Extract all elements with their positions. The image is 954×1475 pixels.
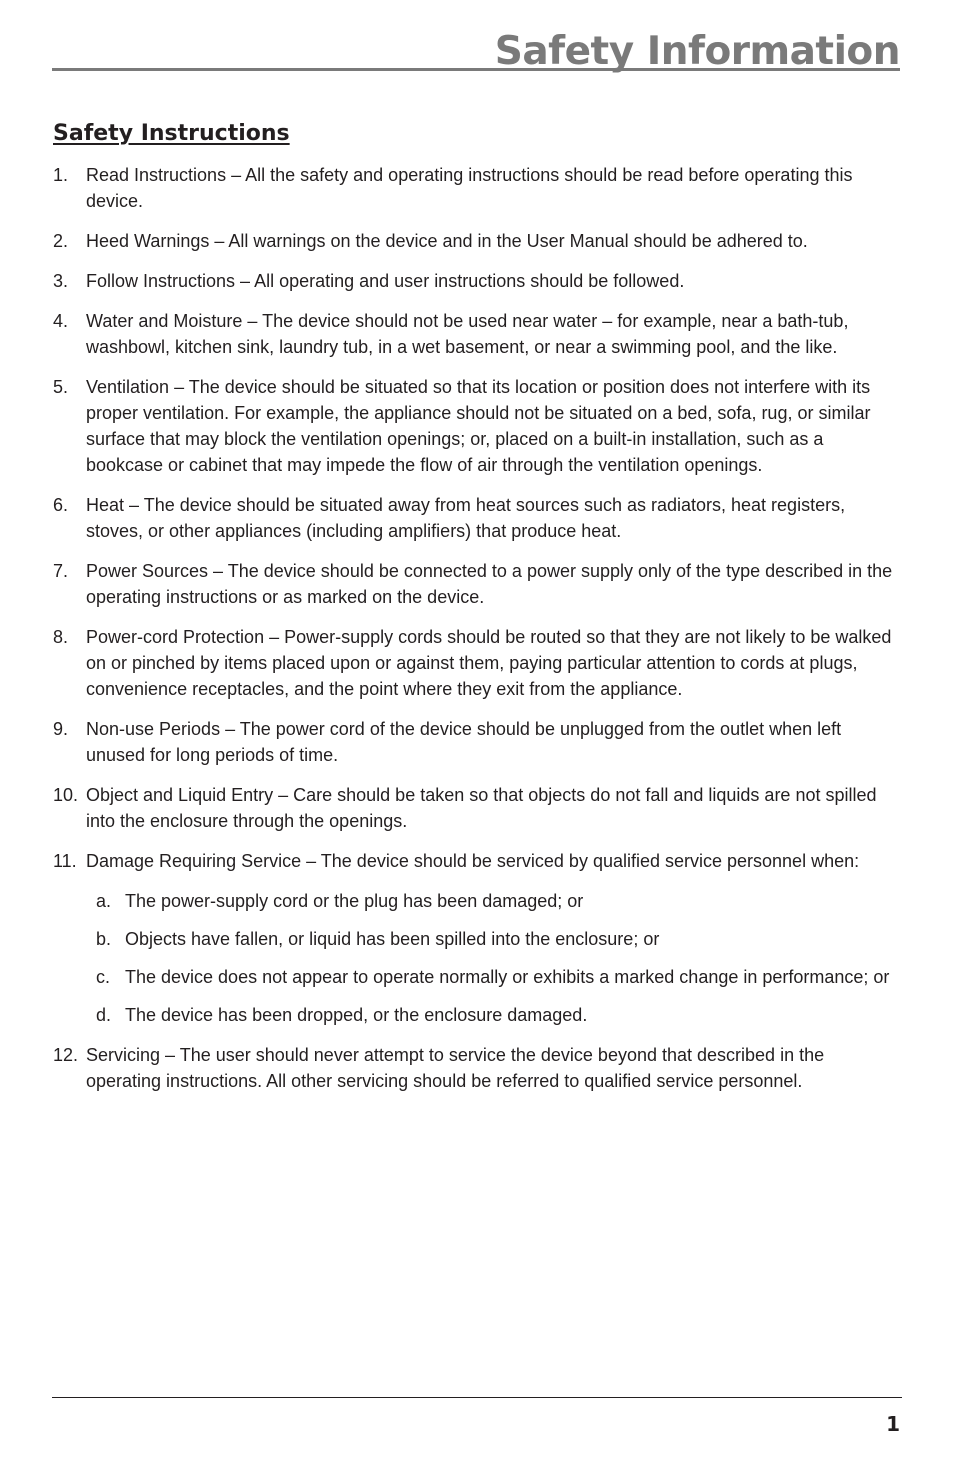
instruction-text: Power-cord Protection – Power-supply cords should be routed so that they are not likely to be walked on or pinched by items placed upon or against them, paying particular attention to cords at plugs, convenience receptacles, and the point where they exit from the appliance. — [86, 627, 892, 699]
page-header — [52, 22, 900, 74]
instruction-item — [53, 374, 898, 478]
instruction-number: 5. — [53, 377, 69, 397]
subitem-letter: d. — [96, 1005, 112, 1025]
section-title: Safety Instructions — [53, 121, 290, 146]
instruction-text: Ventilation – The device should be situated so that its location or position does not interfere with its proper ventilation. For example, the appliance should not be situated on a bed, sofa, rug, or similar surface that may block the ventilation openings; or, placed on a built-in installation, such as a bookcase or cabinet that may impede the flow of air through the ventilation openings. — [86, 377, 871, 475]
page-title: Safety Information — [494, 29, 900, 74]
instruction-sublist — [86, 888, 898, 1028]
instruction-number: 1. — [53, 165, 69, 185]
instruction-number: 4. — [53, 311, 69, 331]
instruction-item — [53, 492, 898, 544]
instruction-item — [53, 848, 898, 1028]
instruction-number: 9. — [53, 719, 69, 739]
instruction-list — [53, 162, 898, 1094]
instruction-number: 10. — [53, 785, 79, 805]
instruction-text: Heed Warnings – All warnings on the device and in the User Manual should be adhered to. — [86, 231, 808, 251]
instruction-number: 11. — [53, 851, 77, 871]
instruction-number: 2. — [53, 231, 69, 251]
instruction-item — [53, 162, 898, 214]
subitem-text: The power-supply cord or the plug has been damaged; or — [125, 891, 584, 911]
instruction-item — [53, 308, 898, 360]
instruction-text: Follow Instructions – All operating and user instructions should be followed. — [86, 271, 685, 291]
instruction-item — [53, 228, 898, 254]
safety-instructions-body — [53, 162, 898, 1108]
subitem-letter: c. — [96, 967, 111, 987]
instruction-subitem — [86, 888, 898, 914]
page-number: 1 — [886, 1412, 900, 1436]
instruction-text: Object and Liquid Entry – Care should be taken so that objects do not fall and liquids are not spilled into the enclosure through the openings. — [86, 785, 877, 831]
instruction-number: 12. — [53, 1045, 79, 1065]
subitem-text: The device does not appear to operate normally or exhibits a marked change in performance; or — [125, 967, 890, 987]
instruction-subitem — [86, 964, 898, 990]
footer-divider — [52, 1397, 902, 1398]
instruction-subitem — [86, 926, 898, 952]
instruction-text: Heat – The device should be situated away from heat sources such as radiators, heat registers, stoves, or other appliances (including amplifiers) that produce heat. — [86, 495, 846, 541]
instruction-number: 7. — [53, 561, 69, 581]
instruction-text: Servicing – The user should never attempt to service the device beyond that described in the operating instructions. All other servicing should be referred to qualified service personnel. — [86, 1045, 825, 1091]
instruction-item — [53, 1042, 898, 1094]
instruction-text: Water and Moisture – The device should not be used near water – for example, near a bath-tub, washbowl, kitchen sink, laundry tub, in a wet basement, or near a swimming pool, and the like. — [86, 311, 849, 357]
instruction-subitem — [86, 1002, 898, 1028]
subitem-text: The device has been dropped, or the enclosure damaged. — [125, 1005, 588, 1025]
instruction-number: 8. — [53, 627, 69, 647]
subitem-letter: a. — [96, 891, 112, 911]
instruction-item — [53, 268, 898, 294]
instruction-item — [53, 716, 898, 768]
instruction-text: Read Instructions – All the safety and operating instructions should be read before operating this device. — [86, 165, 853, 211]
instruction-item — [53, 624, 898, 702]
subitem-letter: b. — [96, 929, 112, 949]
instruction-number: 6. — [53, 495, 69, 515]
instruction-text: Non-use Periods – The power cord of the device should be unplugged from the outlet when left unused for long periods of time. — [86, 719, 842, 765]
subitem-text: Objects have fallen, or liquid has been spilled into the enclosure; or — [125, 929, 660, 949]
instruction-text: Damage Requiring Service – The device should be serviced by qualified service personnel when: — [86, 851, 860, 871]
instruction-text: Power Sources – The device should be connected to a power supply only of the type described in the operating instructions or as marked on the device. — [86, 561, 893, 607]
instruction-item — [53, 558, 898, 610]
instruction-number: 3. — [53, 271, 69, 291]
instruction-item — [53, 782, 898, 834]
